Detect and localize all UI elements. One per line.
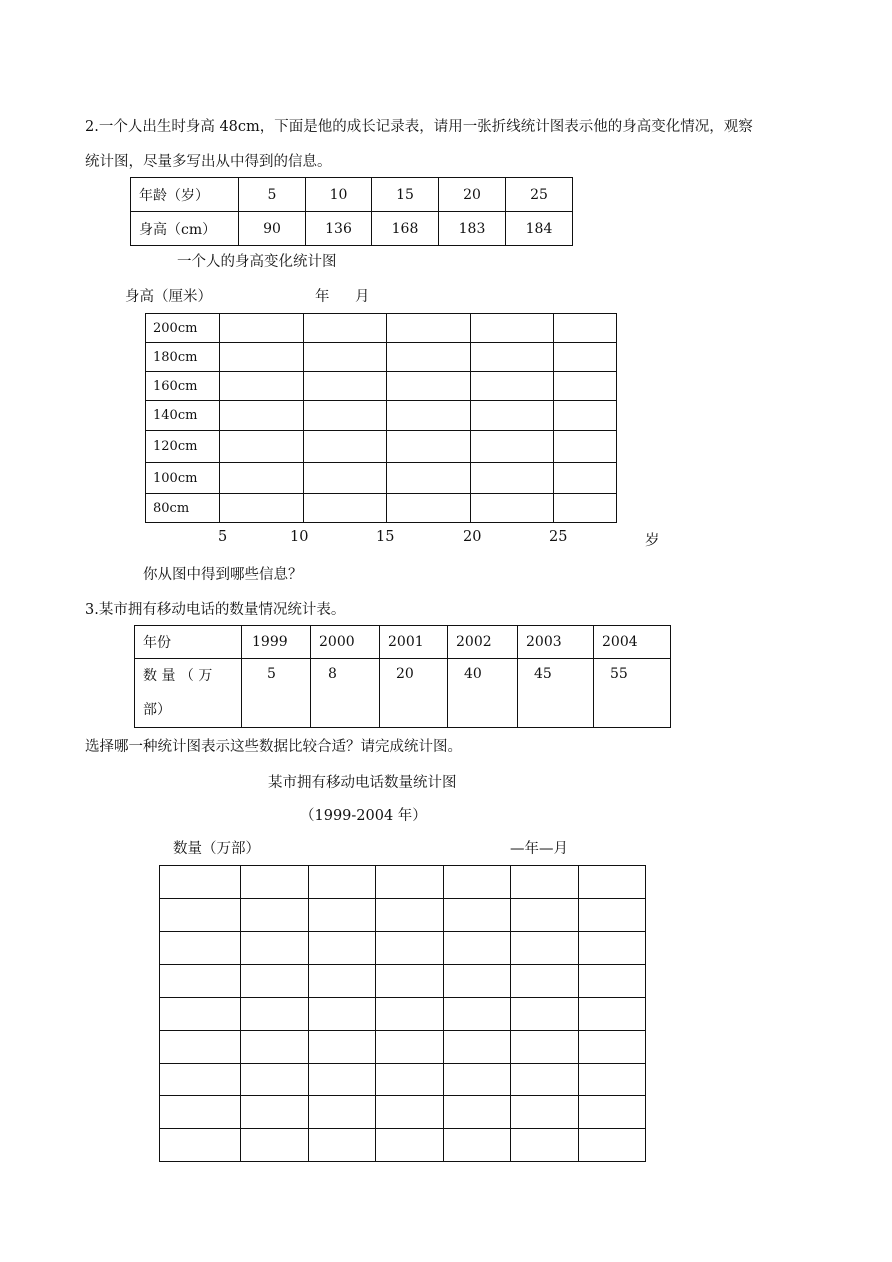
grid-row [160,965,646,998]
height-cell: 184 [506,212,573,246]
x-axis-label: 15 [376,529,395,545]
quantity-cell: 20 [380,659,448,728]
x-axis-label: 10 [290,529,309,545]
year-row-header: 年份 [135,626,242,659]
y-axis-label: 160cm [146,372,220,401]
q2-question: 你从图中得到哪些信息？ [143,567,303,583]
grid-row [160,899,646,932]
grid-row [146,494,617,523]
year-cell: 2003 [518,626,594,659]
q3-question: 选择哪一种统计图表示这些数据比较合适？请完成统计图。 [85,739,462,755]
q2-blank-chart-grid [145,313,617,523]
age-cell: 10 [306,178,372,212]
grid-row [160,1096,646,1129]
quantity-cell: 5 [242,659,311,728]
q2-y-axis-title: 身高（厘米） [125,289,212,305]
y-axis-label: 100cm [146,463,220,494]
table-row [135,626,671,659]
age-cell: 15 [372,178,439,212]
q2-text-line2: 统计图，尽量多写出从中得到的信息。 [85,154,332,170]
grid-row [146,401,617,431]
grid-row [146,343,617,372]
height-cell: 136 [306,212,372,246]
grid-row [160,1129,646,1162]
grid-row [160,998,646,1031]
q3-chart-title: 某市拥有移动电话数量统计图 [268,775,457,791]
quantity-header-line2: 部） [143,702,171,718]
height-row-header: 身高（cm） [131,212,239,246]
x-axis-label: 25 [549,529,568,545]
year-cell: 2002 [448,626,518,659]
grid-row [146,372,617,401]
q3-phone-table [134,625,671,728]
height-cell: 183 [439,212,506,246]
year-cell: 2004 [594,626,671,659]
table-row [135,659,671,728]
q3-y-axis-title: 数量（万部） [173,841,260,857]
grid-row [146,463,617,494]
q3-text-line1: 3.某市拥有移动电话的数量情况统计表。 [85,602,346,618]
grid-row [160,1031,646,1064]
grid-row [160,1064,646,1096]
quantity-row-header [135,659,242,728]
q2-text-line1: 2.一个人出生时身高 48cm，下面是他的成长记录表，请用一张折线统计图表示他的身高变化情况，观察 [85,119,753,135]
q2-date-month: 月 [355,289,370,305]
q2-chart-title: 一个人的身高变化统计图 [177,254,337,270]
q2-growth-table [130,177,573,246]
height-cell: 168 [372,212,439,246]
x-axis-label: 20 [463,529,482,545]
q3-blank-chart-grid [159,865,646,1162]
quantity-cell: 8 [311,659,380,728]
grid-row [146,431,617,463]
quantity-cell: 55 [594,659,671,728]
year-cell: 2000 [311,626,380,659]
age-cell: 5 [239,178,306,212]
quantity-cell: 40 [448,659,518,728]
year-cell: 2001 [380,626,448,659]
y-axis-label: 80cm [146,494,220,523]
quantity-cell: 45 [518,659,594,728]
q2-date-year: 年 [315,289,330,305]
y-axis-label: 120cm [146,431,220,463]
x-axis-label: 5 [218,529,228,545]
y-axis-label: 180cm [146,343,220,372]
year-cell: 1999 [242,626,311,659]
quantity-header-line1: 数 量 （ 万 [143,668,213,684]
x-axis-unit: 岁 [645,533,660,549]
y-axis-label: 140cm [146,401,220,431]
q3-chart-subtitle: （1999-2004 年） [300,808,427,824]
grid-row [160,866,646,899]
height-cell: 90 [239,212,306,246]
grid-row [160,932,646,965]
table-row [131,212,573,246]
y-axis-label: 200cm [146,314,220,343]
age-cell: 20 [439,178,506,212]
age-row-header: 年龄（岁） [131,178,239,212]
grid-row [146,314,617,343]
table-row [131,178,573,212]
age-cell: 25 [506,178,573,212]
q3-date-text: —年—月 [510,841,568,857]
